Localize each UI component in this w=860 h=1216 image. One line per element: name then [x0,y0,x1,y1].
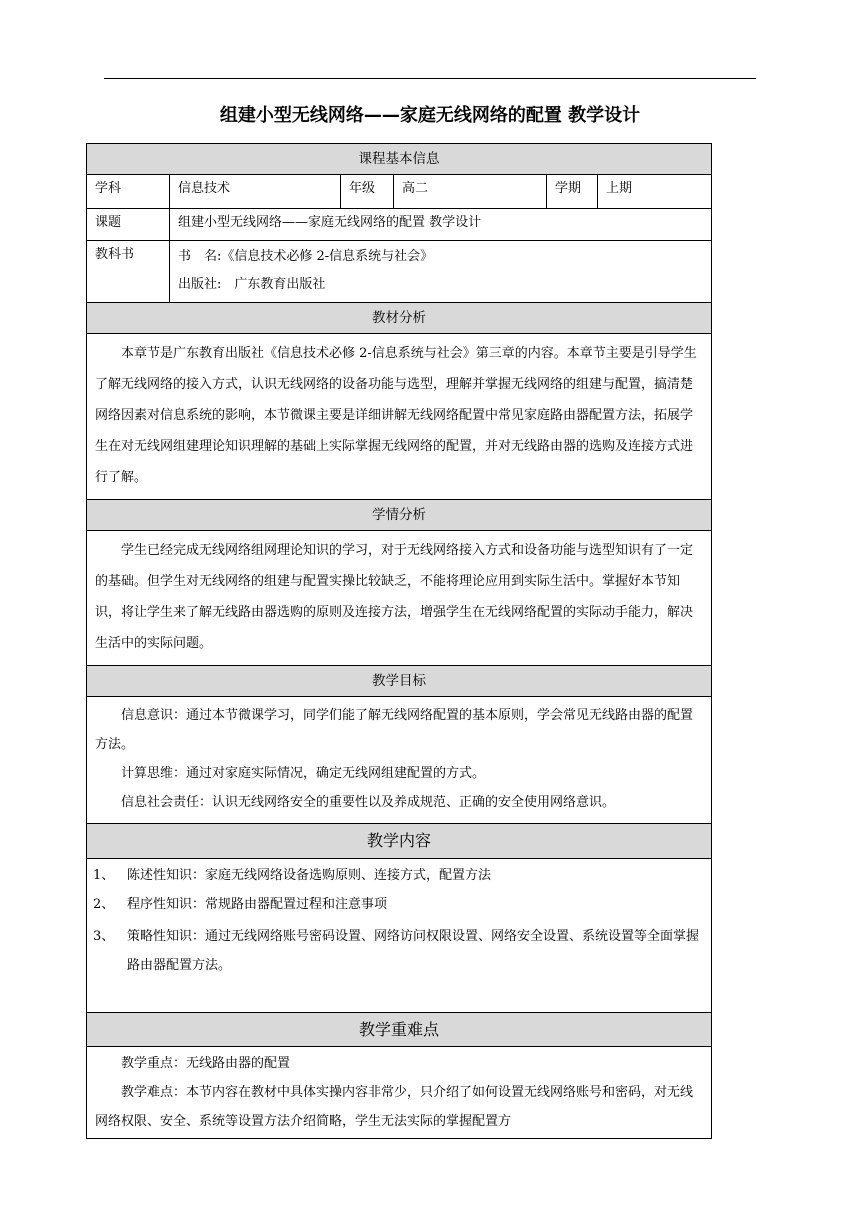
material-analysis-text: 本章节是广东教育出版社《信息技术必修 2-信息系统与社会》第三章的内容。本章节主要是引导学生了解无线网络的接入方式，认识无线网络的设备功能与选型，理解并掌握无线网络的组建与配置，搞清楚网络因素对信息系统的影响，本节微课主要是详细讲解无线网络配置中常见家庭路由器配置方法，拓展学生在对无线网组建理论知识理解的基础上实际掌握无线网络的配置，并对无线路由器的选购及连接方式进行了解。 [95,346,697,485]
book-name-line: 书 名:《信息技术必修 2-信息系统与社会》 [178,249,434,264]
goal-item: 计算思维：通过对家庭实际情况，确定无线网组建配置的方式。 [121,766,486,781]
list-item [93,890,705,919]
section-header-student-analysis: 学情分析 [87,500,712,531]
list-number: 2、 [93,897,115,912]
textbook-value [170,241,712,303]
list-item [93,922,705,980]
student-analysis-cell [87,531,712,666]
teaching-goals-cell [87,697,712,824]
teaching-content-cell [87,859,712,1013]
section-header-key-points: 教学重难点 [87,1013,712,1047]
section-header-teaching-goals: 教学目标 [87,666,712,697]
lesson-plan-table [86,143,712,1139]
list-number: 3、 [93,929,115,944]
subject-label: 学科 [87,175,170,209]
textbook-label: 教科书 [87,241,170,303]
term-label: 学期 [547,175,598,209]
section-header-material-analysis: 教材分析 [87,303,712,334]
key-point-text: 教学重点：无线路由器的配置 [121,1056,291,1071]
list-text: 陈述性知识：家庭无线网络设备选购原则、连接方式，配置方法 [127,868,492,883]
list-item [93,861,705,890]
goal-item: 信息意识：通过本节微课学习，同学们能了解无线网络配置的基本原则，学会常见无线路由器的配置方法。 [95,708,694,752]
header-rule [104,78,756,79]
section-header-teaching-content: 教学内容 [87,824,712,859]
grade-label: 年级 [341,175,394,209]
list-text: 策略性知识：通过无线网络账号密码设置、网络访问权限设置、网络安全设置、系统设置等全面掌握路由器配置方法。 [127,929,700,973]
material-analysis-cell [87,334,712,500]
key-points-cell [87,1047,712,1139]
section-header-basic-info: 课程基本信息 [87,144,712,175]
list-text: 程序性知识：常规路由器配置过程和注意事项 [127,897,388,912]
topic-label: 课题 [87,209,170,241]
term-value: 上期 [598,175,712,209]
publisher-line: 出版社: 广东教育出版社 [178,277,326,292]
goal-item: 信息社会责任：认识无线网络安全的重要性以及养成规范、正确的安全使用网络意识。 [121,795,616,810]
list-number: 1、 [93,868,115,883]
grade-value: 高二 [394,175,547,209]
student-analysis-text: 学生已经完成无线网络组网理论知识的学习，对于无线网络接入方式和设备功能与选型知识有了一定的基础。但学生对无线网络的组建与配置实操比较缺乏，不能将理论应用到实际生活中。掌握好本节知识，将让学生来了解无线路由器选购的原则及连接方法，增强学生在无线网络配置的实际动手能力，解决生活中的实际问题。 [95,543,694,651]
difficulty-text: 教学难点：本节内容在教材中具体实操内容非常少，只介绍了如何设置无线网络账号和密码，对无线网络权限、安全、系统等设置方法介绍简略，学生无法实际的掌握配置方 [95,1085,694,1129]
subject-value: 信息技术 [170,175,341,209]
topic-value: 组建小型无线网络——家庭无线网络的配置 教学设计 [170,209,712,241]
document-title: 组建小型无线网络——家庭无线网络的配置 教学设计 [219,105,641,126]
